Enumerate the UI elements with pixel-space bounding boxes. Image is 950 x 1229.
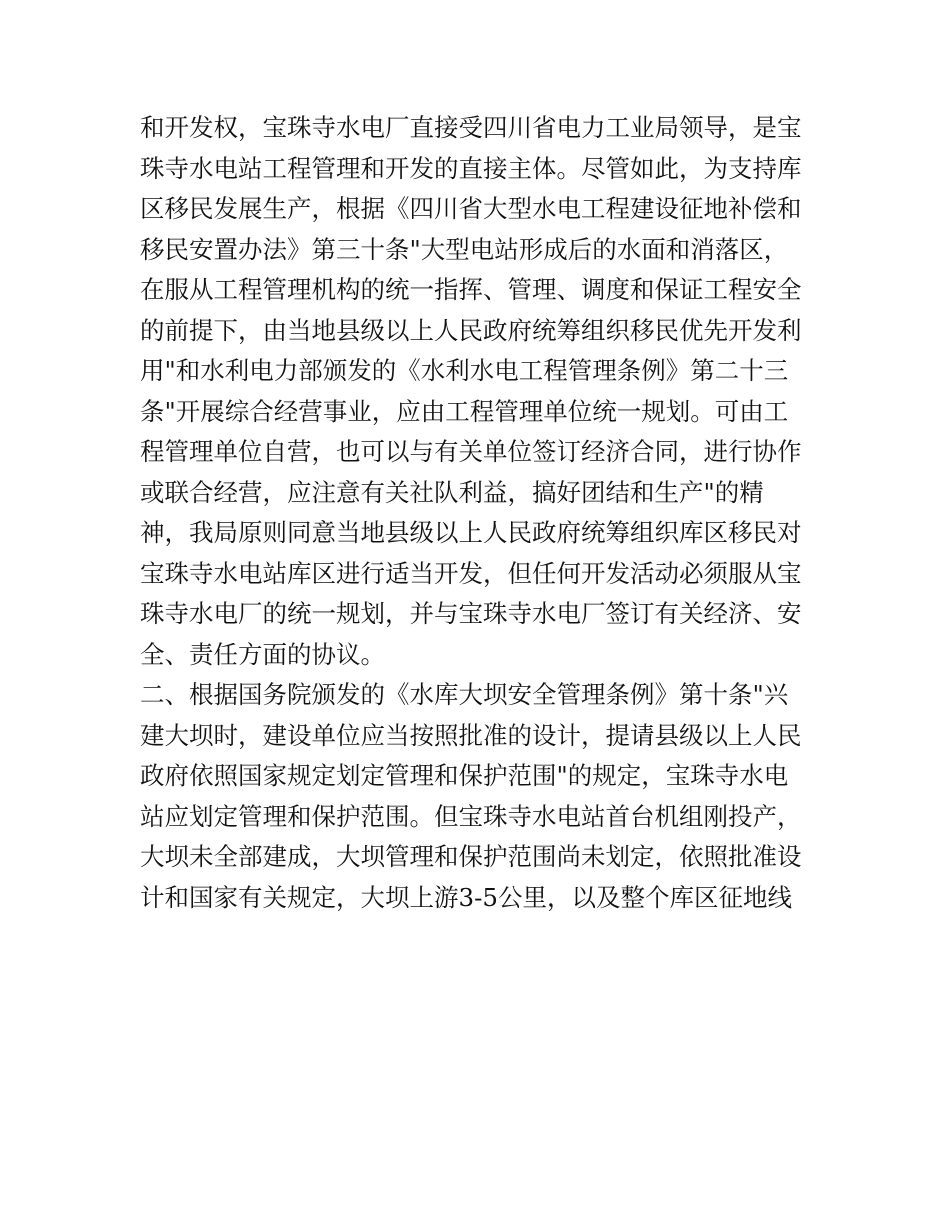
text-line: 神，我局原则同意当地县级以上人民政府统筹组织库区移民对 (140, 518, 802, 547)
text-line: 条"开展综合经营事业，应由工程管理单位统一规划。可由工 (140, 396, 789, 426)
text-line: 的前提下，由当地县级以上人民政府统筹组织移民优先开发利 (140, 315, 802, 345)
text-line: 政府依照国家规定划定管理和保护范围"的规定，宝珠寺水电 (140, 761, 789, 790)
text-line: 建大坝时，建设单位应当按照批准的设计，提请县级以上人民 (140, 720, 802, 750)
text-line: 或联合经营，应注意有关社队利益，搞好团结和生产"的精 (140, 477, 764, 507)
body-text (140, 108, 820, 918)
text-line: 程管理单位自营，也可以与有关单位签订经济合同，进行协作 (140, 437, 802, 466)
text-line: 在服从工程管理机构的统一指挥、管理、调度和保证工程安全 (140, 275, 802, 304)
text-line: 珠寺水电厂的统一规划，并与宝珠寺水电厂签订有关经济、安 (140, 599, 802, 628)
text-line: 区移民发展生产，根据《四川省大型水电工程建设征地补偿和 (140, 194, 802, 223)
text-line: 大坝未全部建成，大坝管理和保护范围尚未划定，依照批准设 (140, 842, 802, 871)
text-line: 全、责任方面的协议。 (140, 639, 385, 669)
text-line: 和开发权，宝珠寺水电厂直接受四川省电力工业局领导，是宝 (140, 113, 802, 142)
text-line: 二、根据国务院颁发的《水库大坝安全管理条例》第十条"兴 (140, 680, 789, 709)
text-line: 用"和水利电力部颁发的《水利水电工程管理条例》第二十三 (140, 356, 789, 385)
text-line: 计和国家有关规定，大坝上游3-5公里，以及整个库区征地线 (140, 882, 792, 912)
text-line: 宝珠寺水电站库区进行适当开发，但任何开发活动必须服从宝 (140, 558, 802, 588)
text-line: 移民安置办法》第三十条"大型电站形成后的水面和消落区， (140, 234, 789, 264)
text-line: 珠寺水电站工程管理和开发的直接主体。尽管如此，为支持库 (140, 153, 802, 183)
text-line: 站应划定管理和保护范围。但宝珠寺水电站首台机组刚投产， (140, 801, 802, 831)
